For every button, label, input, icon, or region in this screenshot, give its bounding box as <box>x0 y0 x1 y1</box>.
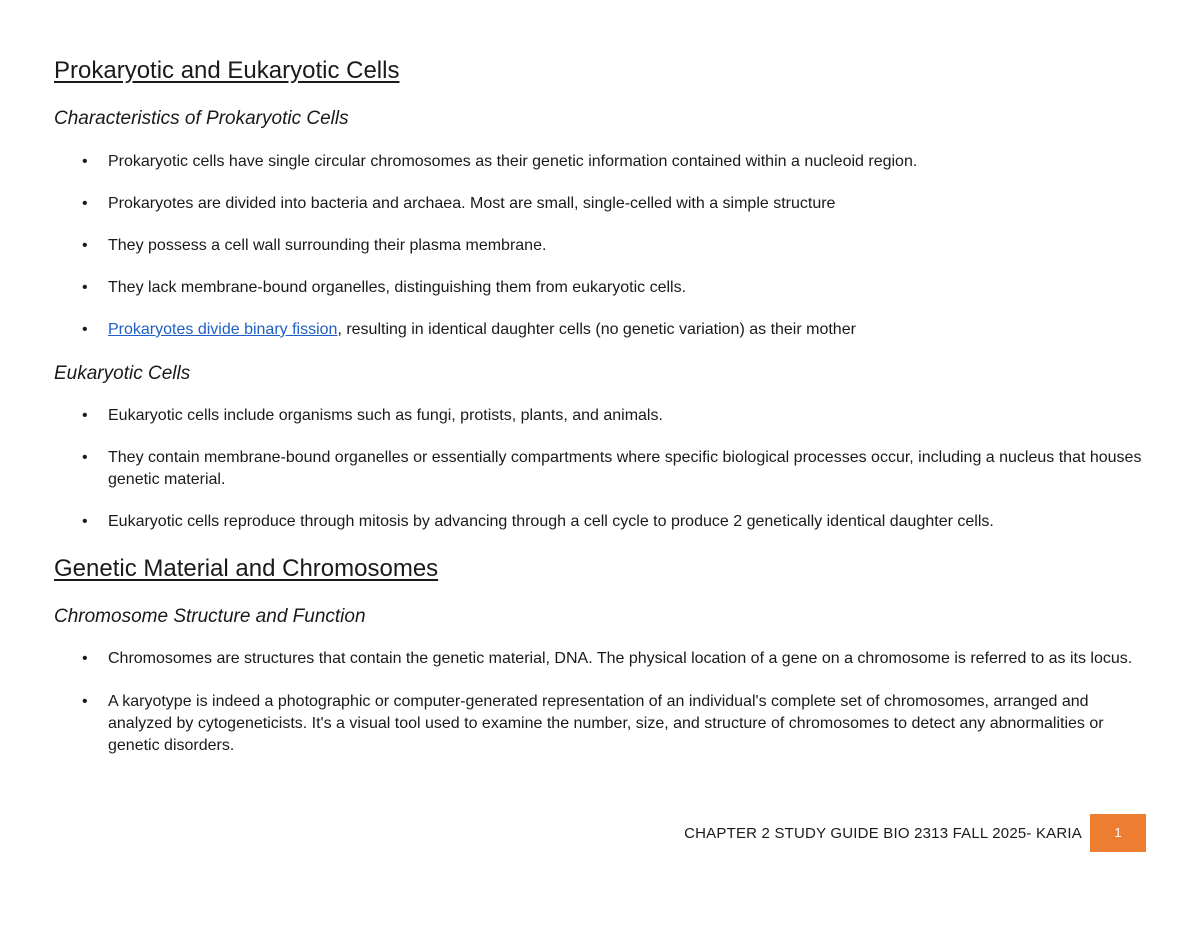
list-item <box>54 235 1144 257</box>
subheading-eukaryotic-cells: Eukaryotic Cells <box>54 363 191 384</box>
eukaryotic-bullet-list <box>54 405 1144 533</box>
bullet-icon: • <box>82 321 88 338</box>
list-item <box>54 277 1144 299</box>
section-heading-genetic-material: Genetic Material and Chromosomes <box>54 555 439 582</box>
section-heading-prokaryotic-eukaryotic: Prokaryotic and Eukaryotic Cells <box>54 57 400 84</box>
list-item-text: They contain membrane-bound organelles or essentially compartments where specific biological processes occur, including a nucleus that houses genetic material. <box>108 449 1142 488</box>
list-item-text: They possess a cell wall surrounding their plasma membrane. <box>108 237 547 254</box>
list-item-text: A karyotype is indeed a photographic or computer-generated representation of an individual's complete set of chromosomes, arranged and analyzed by cytogeneticists. It's a visual tool used to examine the number, size, and structure of chromosomes to detect any abnormalities or genetic disorders. <box>108 693 1104 754</box>
bullet-icon: • <box>82 153 88 170</box>
prokaryotic-bullet-list <box>54 151 1144 341</box>
list-item-text: Chromosomes are structures that contain the genetic material, DNA. The physical location of a gene on a chromosome is referred to as its locus. <box>108 650 1133 667</box>
bullet-icon: • <box>82 407 88 424</box>
list-item <box>54 319 1144 341</box>
footer-title: CHAPTER 2 STUDY GUIDE BIO 2313 FALL 2025- KARIA <box>684 825 1082 842</box>
list-item <box>54 511 1144 533</box>
list-item-text: Eukaryotic cells include organisms such as fungi, protists, plants, and animals. <box>108 407 663 424</box>
bullet-icon: • <box>82 693 88 710</box>
subheading-prokaryotic-characteristics: Characteristics of Prokaryotic Cells <box>54 108 349 129</box>
page-number-badge: 1 <box>1090 814 1146 852</box>
list-item-text: , resulting in identical daughter cells (no genetic variation) as their mother <box>337 321 856 338</box>
binary-fission-link[interactable]: Prokaryotes divide binary fission <box>108 321 338 338</box>
list-item <box>54 151 1144 173</box>
chromosome-bullet-list <box>54 648 1144 757</box>
bullet-icon: • <box>82 195 88 212</box>
bullet-icon: • <box>82 449 88 466</box>
bullet-icon: • <box>82 237 88 254</box>
subheading-chromosome-structure: Chromosome Structure and Function <box>54 606 366 627</box>
document-body <box>54 56 1144 757</box>
list-item-text: Prokaryotic cells have single circular chromosomes as their genetic information contained within a nucleoid region. <box>108 153 918 170</box>
list-item <box>54 648 1144 670</box>
list-item <box>54 447 1144 491</box>
bullet-icon: • <box>82 513 88 530</box>
page-footer <box>0 814 1200 852</box>
list-item <box>54 193 1144 215</box>
bullet-icon: • <box>82 279 88 296</box>
bullet-icon: • <box>82 650 88 667</box>
list-item-text: Prokaryotes are divided into bacteria and archaea. Most are small, single-celled with a simple structure <box>108 195 836 212</box>
list-item-text: Eukaryotic cells reproduce through mitosis by advancing through a cell cycle to produce 2 genetically identical daughter cells. <box>108 513 994 530</box>
list-item <box>54 691 1144 757</box>
list-item-text: They lack membrane-bound organelles, distinguishing them from eukaryotic cells. <box>108 279 687 296</box>
list-item <box>54 405 1144 427</box>
